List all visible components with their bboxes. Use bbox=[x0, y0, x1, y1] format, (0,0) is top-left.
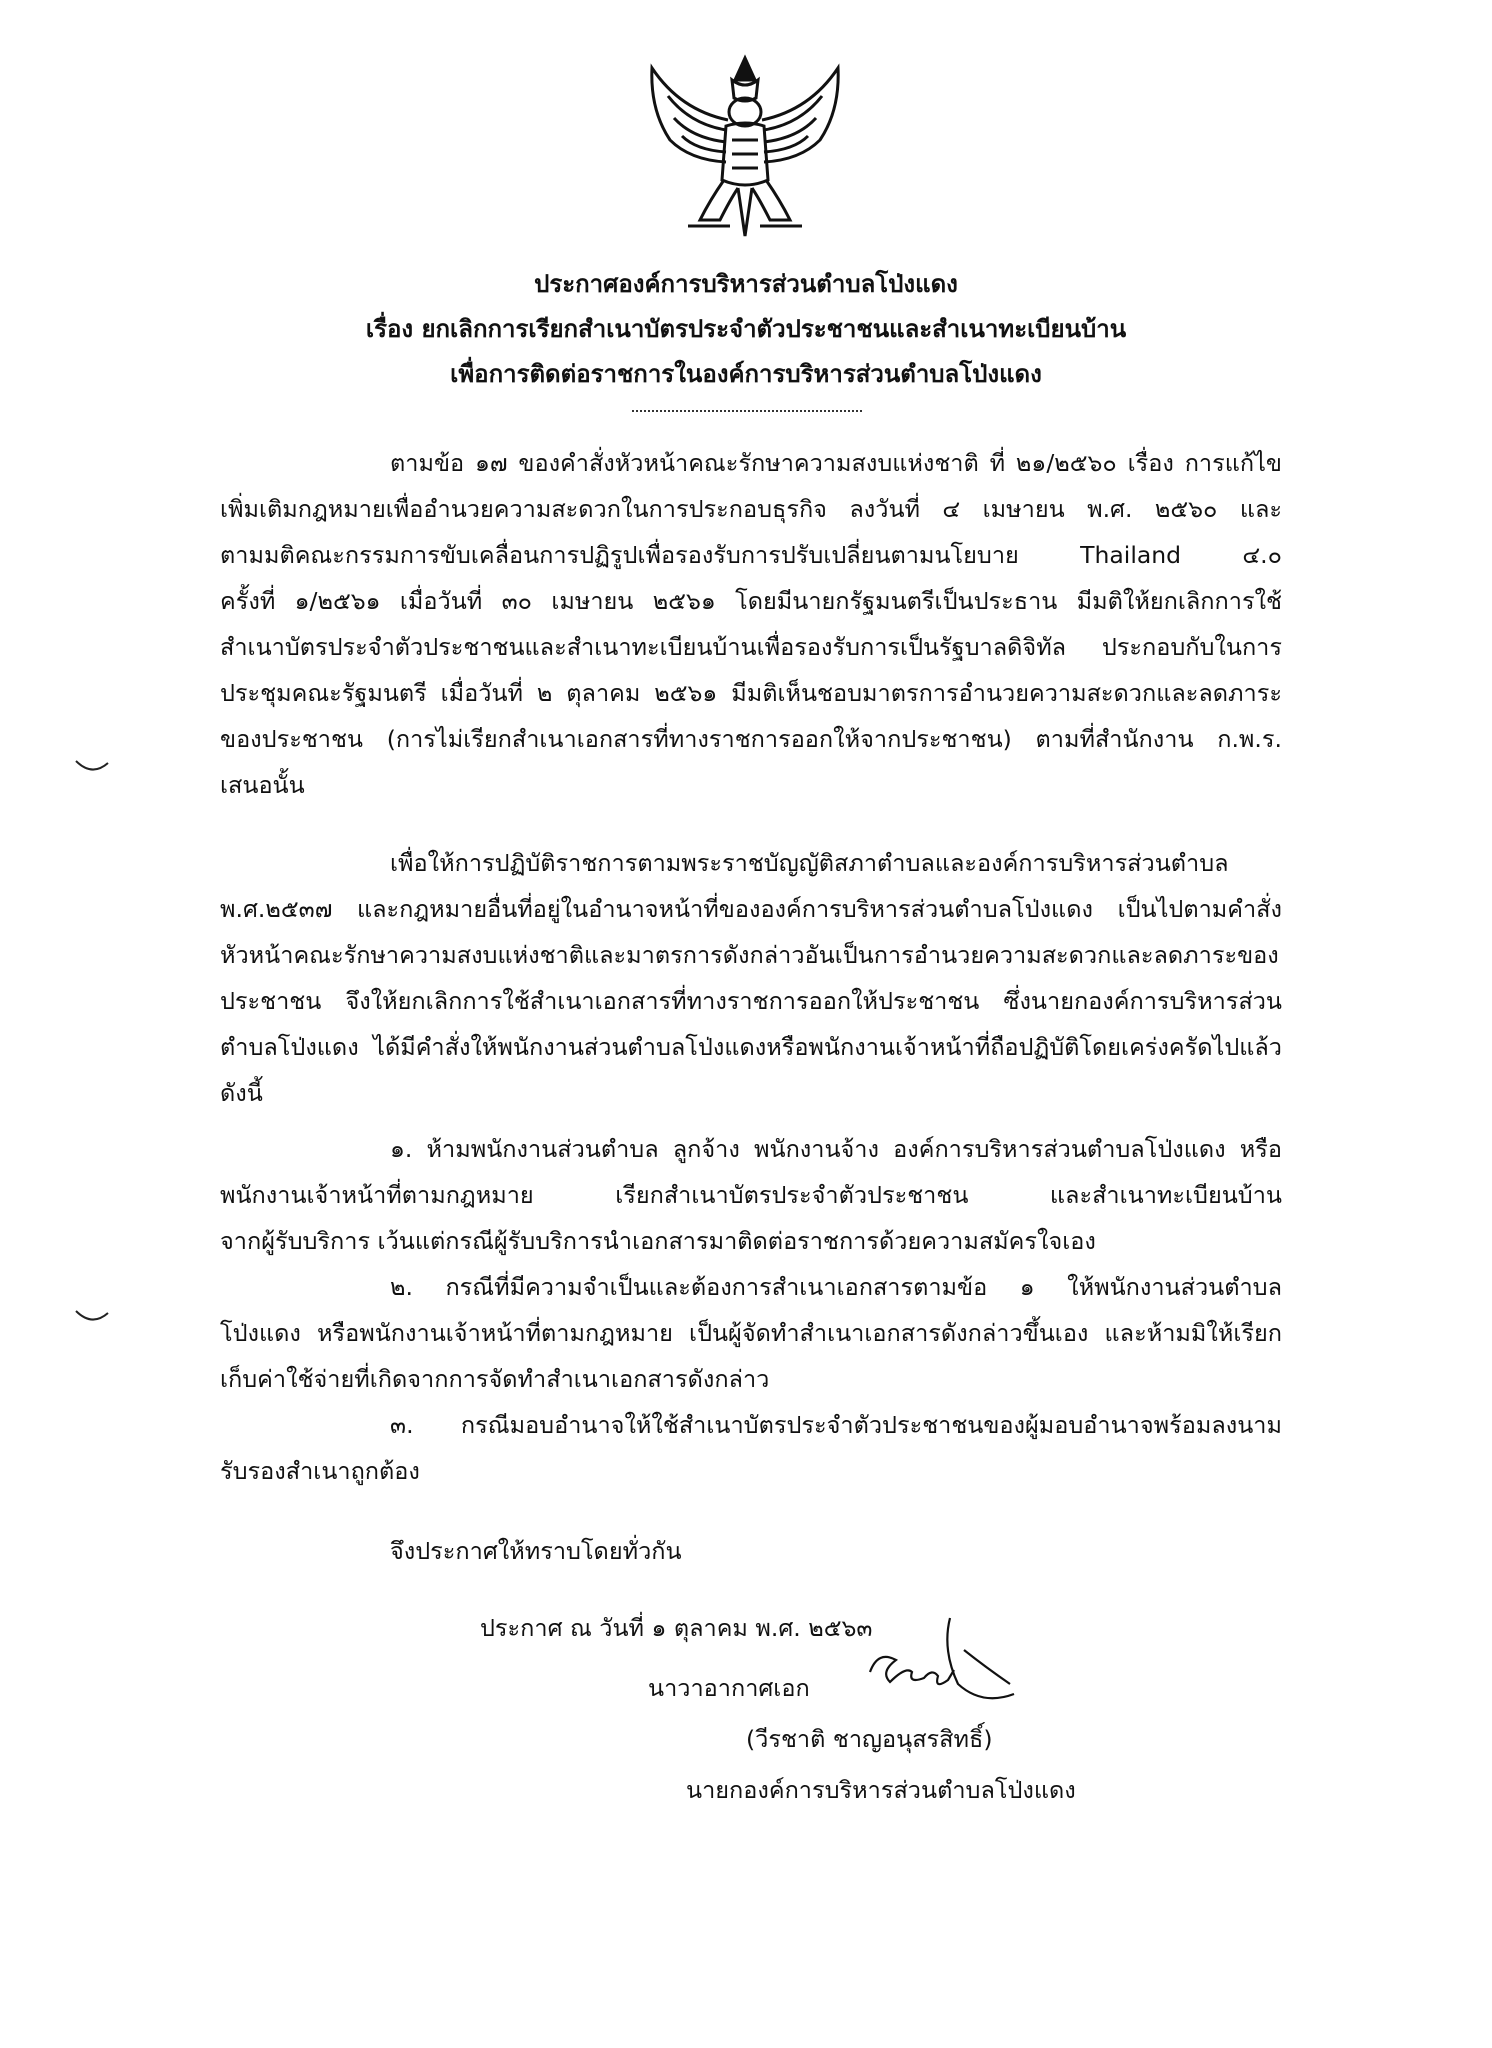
paragraph-2-line: เพื่อให้การปฏิบัติราชการตามพระราชบัญญัติสภาตำบลและองค์การบริหารส่วนตำบล bbox=[390, 849, 1229, 877]
hole-punch-mark bbox=[72, 1305, 112, 1329]
item-1-line: จากผู้รับบริการ เว้นแต่กรณีผู้รับบริการนำเอกสารมาติดต่อราชการด้วยความสมัครใจเอง bbox=[220, 1227, 1096, 1255]
paragraph-1-line: สำเนาบัตรประจำตัวประชาชนและสำเนาทะเบียนบ้านเพื่อรองรับการเป็นรัฐบาลดิจิทัล ประกอบกับในการ bbox=[220, 633, 1282, 661]
paragraph-1-line: ของประชาชน (การไม่เรียกสำเนาเอกสารที่ทางราชการออกให้จากประชาชน) ตามที่สำนักงาน ก.พ.ร. bbox=[220, 725, 1282, 753]
garuda-emblem bbox=[640, 50, 850, 240]
item-1-line: พนักงานเจ้าหน้าที่ตามกฎหมาย เรียกสำเนาบัตรประจำตัวประชาชน และสำเนาทะเบียนบ้าน bbox=[220, 1181, 1282, 1209]
signer-name: (วีรชาติ ชาญอนุสรสิทธิ์) bbox=[746, 1725, 993, 1753]
item-1-line: ๑. ห้ามพนักงานส่วนตำบล ลูกจ้าง พนักงานจ้าง องค์การบริหารส่วนตำบลโป่งแดง หรือ bbox=[390, 1135, 1282, 1163]
announcement-date: ประกาศ ณ วันที่ ๑ ตุลาคม พ.ศ. ๒๕๖๓ bbox=[480, 1614, 873, 1642]
dotted-separator bbox=[632, 410, 862, 412]
paragraph-2-line: ประชาชน จึงให้ยกเลิกการใช้สำเนาเอกสารที่ทางราชการออกให้ประชาชน ซึ่งนายกองค์การบริหารส่วน bbox=[220, 987, 1282, 1015]
paragraph-1-line: ตามมติคณะกรรมการขับเคลื่อนการปฏิรูปเพื่อรองรับการปรับเปลี่ยนตามนโยบาย Thailand ๔.๐ bbox=[220, 541, 1282, 569]
announcement-subject: เรื่อง ยกเลิกการเรียกสำเนาบัตรประจำตัวประชาชนและสำเนาทะเบียนบ้าน bbox=[365, 315, 1127, 343]
signer-position: นายกองค์การบริหารส่วนตำบลโป่งแดง bbox=[686, 1776, 1076, 1804]
paragraph-2-line: ตำบลโป่งแดง ได้มีคำสั่งให้พนักงานส่วนตำบลโป่งแดงหรือพนักงานเจ้าหน้าที่ถือปฏิบัติโดยเคร่งครัดไปแล้ว bbox=[220, 1033, 1282, 1061]
paragraph-1-line: ตามข้อ ๑๗ ของคำสั่งหัวหน้าคณะรักษาความสงบแห่งชาติ ที่ ๒๑/๒๕๖๐ เรื่อง การแก้ไข bbox=[390, 449, 1282, 477]
paragraph-1-line: เพิ่มเติมกฎหมายเพื่ออำนวยความสะดวกในการประกอบธุรกิจ ลงวันที่ ๔ เมษายน พ.ศ. ๒๕๖๐ และ bbox=[220, 495, 1282, 523]
paragraph-2-line: พ.ศ.๒๕๓๗ และกฎหมายอื่นที่อยู่ในอำนาจหน้าที่ขององค์การบริหารส่วนตำบลโป่งแดง เป็นไปตามคำสั่ง bbox=[220, 895, 1282, 923]
announcement-title: ประกาศองค์การบริหารส่วนตำบลโป่งแดง bbox=[534, 270, 958, 298]
item-2-line: โป่งแดง หรือพนักงานเจ้าหน้าที่ตามกฎหมาย เป็นผู้จัดทำสำเนาเอกสารดังกล่าวขึ้นเอง และห้ามมิให้เรียก bbox=[220, 1319, 1282, 1347]
paragraph-2-line: ดังนี้ bbox=[220, 1079, 263, 1107]
signer-rank: นาวาอากาศเอก bbox=[648, 1674, 810, 1702]
paragraph-1-line: ประชุมคณะรัฐมนตรี เมื่อวันที่ ๒ ตุลาคม ๒๕๖๑ มีมติเห็นชอบมาตรการอำนวยความสะดวกและลดภาระ bbox=[220, 679, 1282, 707]
paragraph-1-line: เสนอนั้น bbox=[220, 771, 305, 799]
item-3-line: รับรองสำเนาถูกต้อง bbox=[220, 1457, 420, 1485]
item-2-line: เก็บค่าใช้จ่ายที่เกิดจากการจัดทำสำเนาเอกสารดังกล่าว bbox=[220, 1365, 770, 1393]
paragraph-2-line: หัวหน้าคณะรักษาความสงบแห่งชาติและมาตรการดังกล่าวอันเป็นการอำนวยความสะดวกและลดภาระของ bbox=[220, 941, 1279, 969]
closing-statement: จึงประกาศให้ทราบโดยทั่วกัน bbox=[390, 1537, 682, 1565]
announcement-subject-continued: เพื่อการติดต่อราชการในองค์การบริหารส่วนตำบลโป่งแดง bbox=[450, 360, 1042, 388]
paragraph-1-line: ครั้งที่ ๑/๒๕๖๑ เมื่อวันที่ ๓๐ เมษายน ๒๕๖๑ โดยมีนายกรัฐมนตรีเป็นประธาน มีมติให้ยกเลิกการใช้ bbox=[220, 587, 1282, 615]
item-2-line: ๒. กรณีที่มีความจำเป็นและต้องการสำเนาเอกสารตามข้อ ๑ ให้พนักงานส่วนตำบล bbox=[390, 1273, 1282, 1301]
handwritten-signature bbox=[850, 1610, 1020, 1715]
hole-punch-mark bbox=[72, 755, 112, 779]
item-3-line: ๓. กรณีมอบอำนาจให้ใช้สำเนาบัตรประจำตัวประชาชนของผู้มอบอำนาจพร้อมลงนาม bbox=[390, 1411, 1282, 1439]
